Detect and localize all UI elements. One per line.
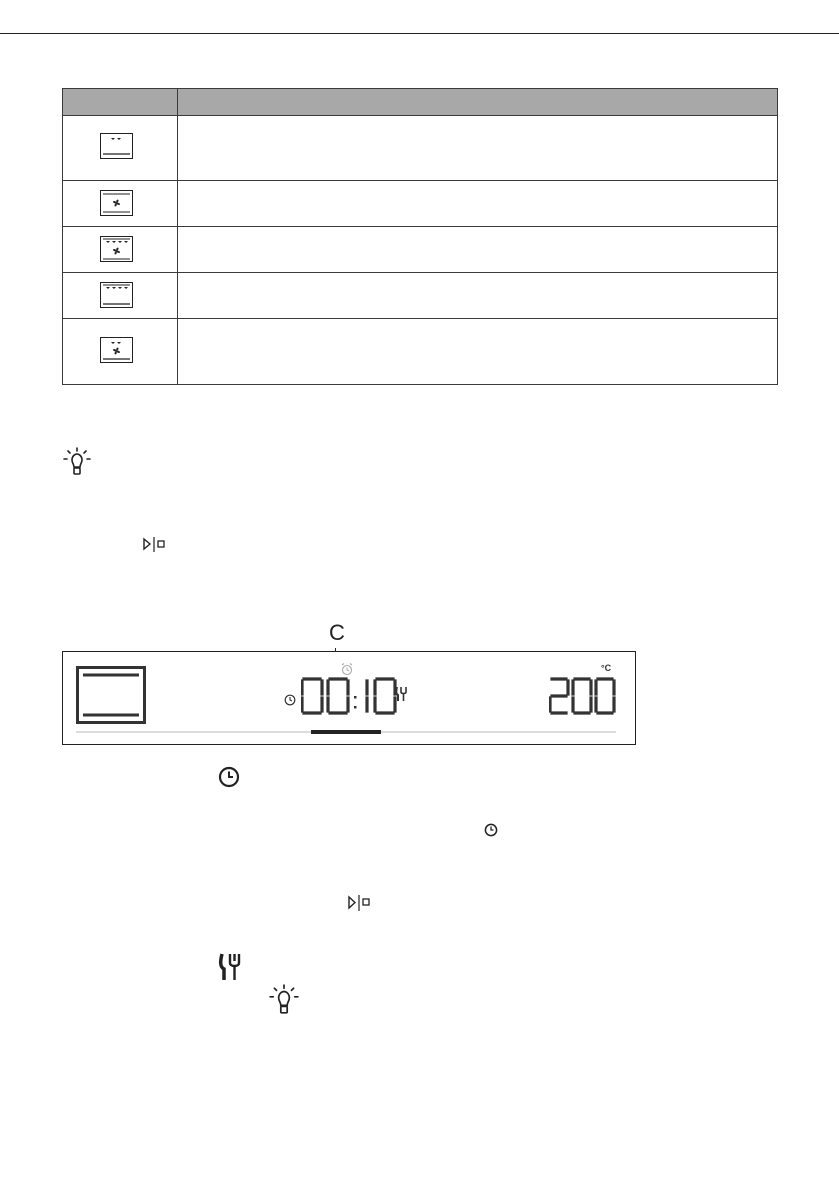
- temperature-readout: [549, 676, 617, 716]
- start-stop-icon: [347, 895, 373, 912]
- table-row: [62, 115, 778, 181]
- clock-icon: [218, 766, 240, 788]
- slider-indicator: [311, 730, 381, 734]
- temperature-unit: °C: [601, 663, 612, 673]
- pizza-setting-icon: [100, 337, 133, 363]
- full-grill-icon: [100, 282, 133, 308]
- top-bottom-heat-icon: [100, 133, 133, 159]
- table-row: [62, 180, 778, 227]
- oven-display-panel: [62, 651, 636, 745]
- clock-icon: [484, 823, 498, 837]
- table-row: [62, 226, 778, 273]
- top-bottom-heat-icon: [76, 666, 146, 724]
- lightbulb-icon: [62, 447, 92, 477]
- time-readout: [301, 676, 397, 716]
- page-top-rule: [0, 33, 839, 34]
- start-stop-icon: [142, 537, 166, 553]
- cutlery-icon: [395, 686, 407, 702]
- lightbulb-icon: [268, 984, 300, 1016]
- table-row: [62, 318, 778, 385]
- fan-heat-icon: [100, 190, 133, 216]
- table-header: [62, 88, 778, 116]
- hot-air-grill-icon: [100, 236, 133, 262]
- table-row: [62, 272, 778, 319]
- heating-modes-table: [62, 88, 778, 386]
- clock-icon: [284, 693, 296, 705]
- cutlery-icon: [218, 952, 242, 982]
- callout-label-c: C: [329, 620, 345, 645]
- alarm-icon: [340, 662, 354, 676]
